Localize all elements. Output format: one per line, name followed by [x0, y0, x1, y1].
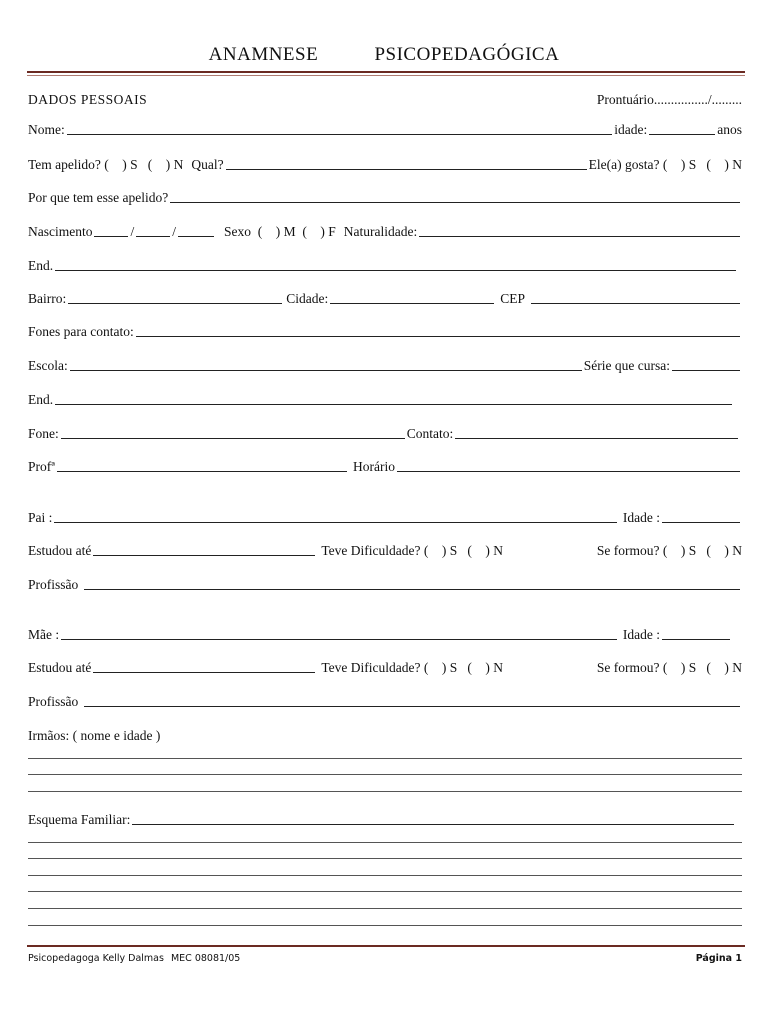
- idade-mae-label: Idade :: [622, 627, 660, 642]
- row-estudou-mae: [28, 658, 742, 676]
- row-nome: [28, 120, 742, 138]
- end-input[interactable]: [55, 270, 736, 271]
- footer-page-number: Página 1: [695, 953, 742, 964]
- end-escola-input[interactable]: [55, 404, 732, 405]
- footer-author-name: Psicopedagoga Kelly Dalmas: [28, 953, 164, 964]
- footer-author: [28, 953, 240, 964]
- prof-input[interactable]: [57, 471, 347, 472]
- row-nascimento: [28, 222, 742, 240]
- esquema-input[interactable]: [132, 824, 734, 825]
- profissao-mae-input[interactable]: [84, 706, 740, 707]
- horario-input[interactable]: [397, 471, 740, 472]
- contato-input[interactable]: [455, 438, 738, 439]
- idade-pai-input[interactable]: [662, 522, 740, 523]
- horario-label: Horário: [352, 459, 395, 474]
- esquema-label: Esquema Familiar:: [28, 812, 131, 827]
- esquema-line[interactable]: [28, 875, 742, 876]
- irmaos-line[interactable]: [28, 774, 742, 775]
- naturalidade-label: Naturalidade:: [343, 224, 418, 239]
- naturalidade-input[interactable]: [419, 236, 740, 237]
- footer: [28, 953, 742, 964]
- mae-input[interactable]: [61, 639, 617, 640]
- anos-label: anos: [717, 122, 742, 137]
- cep-input[interactable]: [531, 303, 740, 304]
- bairro-label: Bairro:: [28, 291, 67, 306]
- cidade-input[interactable]: [330, 303, 494, 304]
- row-irmaos: [28, 726, 742, 744]
- estudou-mae-label: Estudou até: [28, 660, 92, 675]
- serie-label: Série que cursa:: [583, 358, 670, 373]
- ele-gosta-label: Ele(a) gosta? ( ) S ( ) N: [588, 157, 742, 172]
- profissao-pai-label: Profissão: [28, 577, 79, 592]
- title-rule: [27, 71, 745, 73]
- dificuldade-mae-label: Teve Dificuldade? ( ) S ( ) N: [321, 660, 503, 675]
- prof-label: Profª: [28, 459, 55, 474]
- fone-input[interactable]: [61, 438, 405, 439]
- row-esquema: [28, 810, 742, 828]
- row-end: [28, 256, 742, 274]
- esquema-line[interactable]: [28, 925, 742, 926]
- irmaos-label: Irmãos: ( nome e idade ): [28, 728, 161, 743]
- birth-day-input[interactable]: [94, 236, 128, 237]
- cep-label: CEP: [500, 291, 526, 306]
- header-row: [28, 90, 742, 108]
- row-profissao-mae: [28, 692, 742, 710]
- serie-input[interactable]: [672, 370, 740, 371]
- row-escola: [28, 356, 742, 374]
- tem-apelido-label: Tem apelido? ( ) S ( ) N: [28, 157, 184, 172]
- idade-pai-label: Idade :: [622, 510, 660, 525]
- esquema-line[interactable]: [28, 842, 742, 843]
- estudou-pai-input[interactable]: [93, 555, 315, 556]
- estudou-mae-input[interactable]: [93, 672, 315, 673]
- fones-input[interactable]: [136, 336, 740, 337]
- cidade-label: Cidade:: [286, 291, 329, 306]
- pai-label: Pai :: [28, 510, 53, 525]
- date-sep: /: [130, 224, 135, 239]
- por-que-label: Por que tem esse apelido?: [28, 190, 169, 205]
- row-fones: [28, 322, 742, 340]
- irmaos-line[interactable]: [28, 758, 742, 759]
- qual-input[interactable]: [226, 169, 587, 170]
- irmaos-line[interactable]: [28, 791, 742, 792]
- row-prof: [28, 457, 742, 475]
- esquema-line[interactable]: [28, 908, 742, 909]
- idade-input[interactable]: [649, 134, 715, 135]
- date-sep: /: [172, 224, 177, 239]
- profissao-pai-input[interactable]: [84, 589, 740, 590]
- fones-label: Fones para contato:: [28, 324, 134, 339]
- formou-pai-label: Se formou? ( ) S ( ) N: [596, 543, 742, 558]
- nome-input[interactable]: [67, 134, 613, 135]
- title-rule-thin: [27, 75, 745, 76]
- idade-label: idade:: [614, 122, 648, 137]
- row-pai: [28, 508, 742, 526]
- profissao-mae-label: Profissão: [28, 694, 79, 709]
- row-por-que: [28, 188, 742, 206]
- section-heading: DADOS PESSOAIS: [28, 92, 148, 107]
- escola-input[interactable]: [70, 370, 582, 371]
- row-bairro: [28, 289, 742, 307]
- page-title: ANAMNESE PSICOPEDAGÓGICA: [208, 44, 560, 65]
- esquema-line[interactable]: [28, 891, 742, 892]
- por-que-input[interactable]: [170, 202, 740, 203]
- end-label: End.: [28, 258, 54, 273]
- contato-label: Contato:: [406, 426, 454, 441]
- row-apelido: [28, 155, 742, 173]
- end-escola-label: End.: [28, 392, 54, 407]
- birth-year-input[interactable]: [178, 236, 214, 237]
- nome-label: Nome:: [28, 122, 65, 137]
- row-profissao-pai: [28, 575, 742, 593]
- mae-label: Mãe :: [28, 627, 60, 642]
- formou-mae-label: Se formou? ( ) S ( ) N: [596, 660, 742, 675]
- birth-month-input[interactable]: [136, 236, 170, 237]
- sexo-label: Sexo ( ) M ( ) F: [224, 224, 336, 239]
- fone-label: Fone:: [28, 426, 59, 441]
- row-estudou-pai: [28, 541, 742, 559]
- esquema-line[interactable]: [28, 858, 742, 859]
- idade-mae-input[interactable]: [662, 639, 730, 640]
- pai-input[interactable]: [54, 522, 617, 523]
- footer-rule: [27, 945, 745, 947]
- dificuldade-pai-label: Teve Dificuldade? ( ) S ( ) N: [321, 543, 503, 558]
- row-fone: [28, 424, 742, 442]
- estudou-pai-label: Estudou até: [28, 543, 92, 558]
- bairro-input[interactable]: [68, 303, 282, 304]
- escola-label: Escola:: [28, 358, 68, 373]
- row-end-escola: [28, 390, 742, 408]
- footer-registration: MEC 08081/05: [170, 953, 241, 964]
- nascimento-label: Nascimento: [28, 224, 93, 239]
- qual-label: Qual?: [191, 157, 224, 172]
- prontuario-field[interactable]: Prontuário................/.........: [596, 92, 742, 107]
- row-mae: [28, 625, 742, 643]
